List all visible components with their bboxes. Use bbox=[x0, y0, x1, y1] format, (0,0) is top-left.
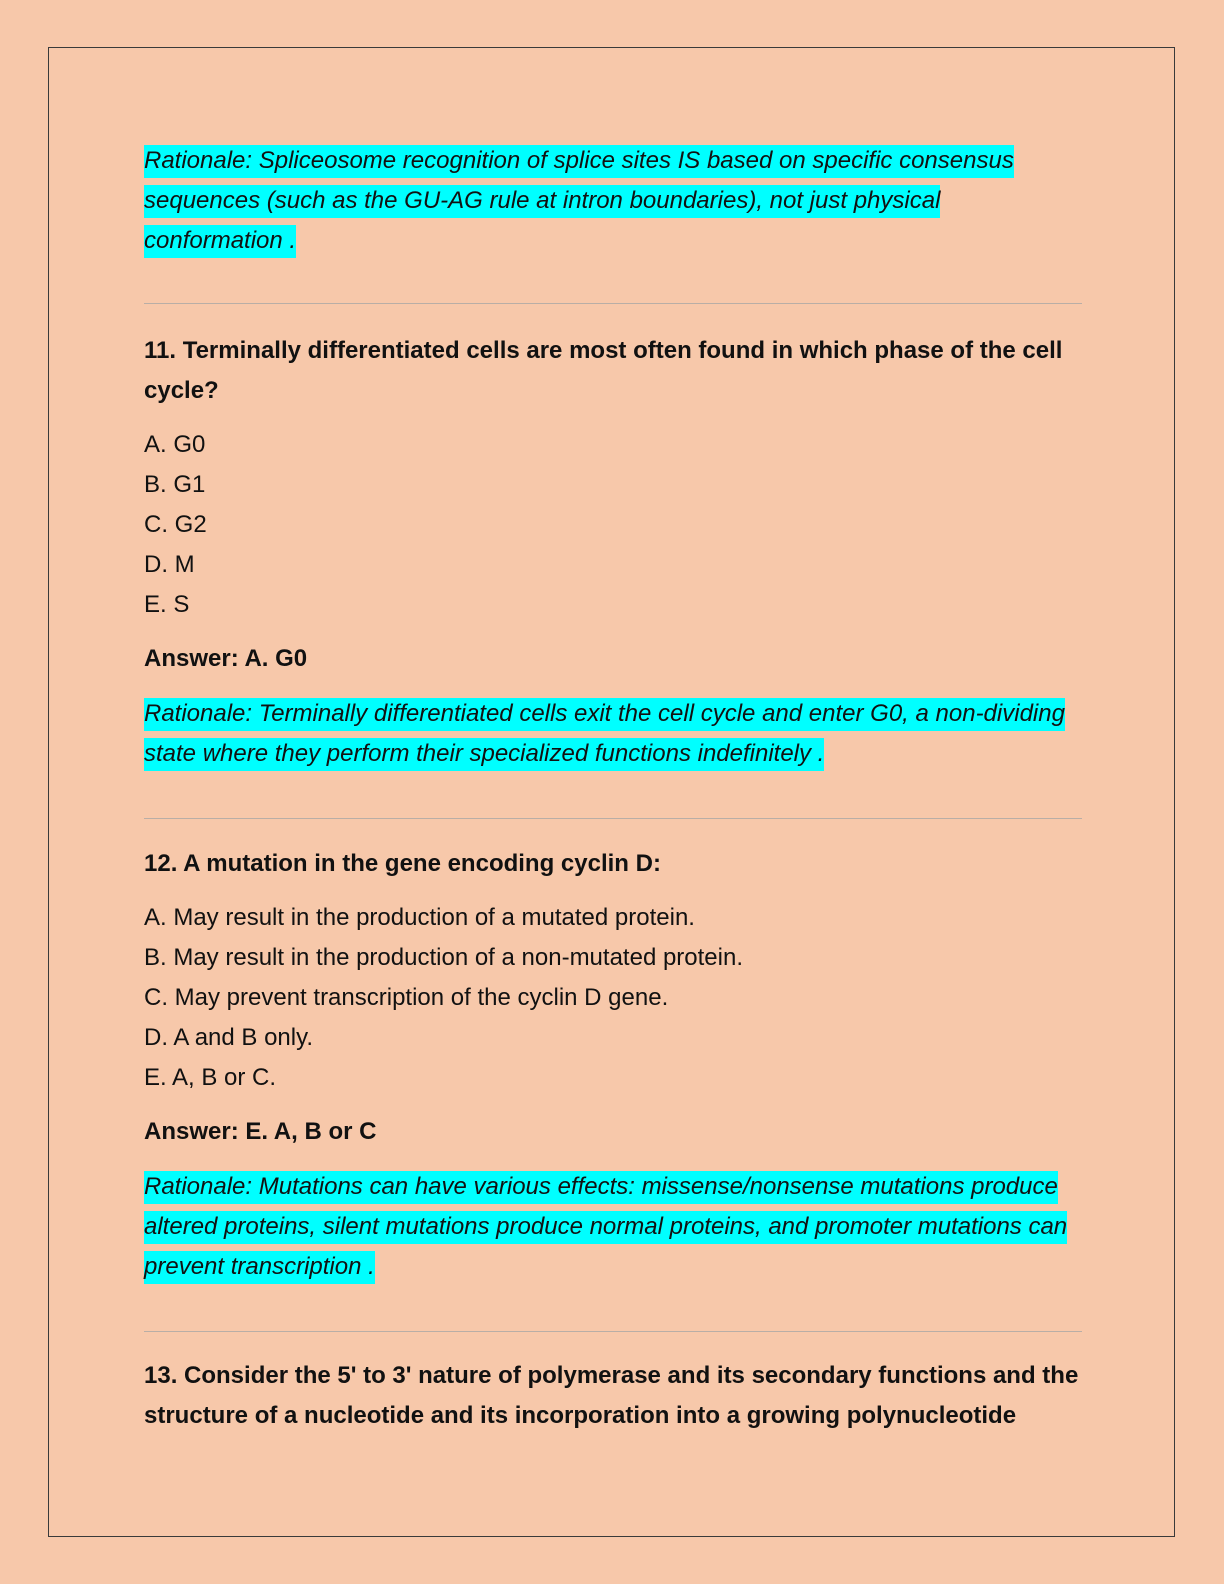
question-11: 11. Terminally differentiated cells are most often found in which phase of the cell cycle? bbox=[144, 337, 1063, 404]
option-q11-b: B. G1 bbox=[144, 471, 206, 498]
answer-q12: Answer: E. A, B or C bbox=[144, 1118, 377, 1145]
options-q12 bbox=[144, 898, 1082, 1098]
answer-q11: Answer: A. G0 bbox=[144, 645, 308, 672]
rationale-q12-text: Rationale: Mutations can have various effects: missense/nonsense mutations produce altered proteins, silent mutations produce normal proteins, and promoter mutations can prevent transcription . bbox=[144, 1171, 1067, 1284]
option-q11-a: A. G0 bbox=[144, 431, 206, 458]
rationale-q11-text: Rationale: Terminally differentiated cells exit the cell cycle and enter G0, a non-dividing state where they perform their specialized functions indefinitely . bbox=[144, 698, 1065, 771]
document-content bbox=[144, 141, 1082, 1436]
option-q12-d: D. A and B only. bbox=[144, 1024, 313, 1051]
option-q12-a: A. May result in the production of a mutated protein. bbox=[144, 904, 695, 931]
rationale-q10-text: Rationale: Spliceosome recognition of splice sites IS based on specific consensus sequences (such as the GU-AG rule at intron boundaries), not just physical conformation . bbox=[144, 145, 1014, 258]
option-q11-d: D. M bbox=[144, 551, 195, 578]
option-q12-c: C. May prevent transcription of the cyclin D gene. bbox=[144, 984, 669, 1011]
rationale-q12 bbox=[144, 1167, 1082, 1287]
option-q11-c: C. G2 bbox=[144, 511, 207, 538]
question-13: 13. Consider the 5' to 3' nature of polymerase and its secondary functions and the structure of a nucleotide and its incorporation into a growing polynucleotide bbox=[144, 1362, 1079, 1429]
option-q12-e: E. A, B or C. bbox=[144, 1064, 277, 1091]
rationale-q10 bbox=[144, 141, 1082, 261]
rationale-q11 bbox=[144, 694, 1082, 774]
option-q12-b: B. May result in the production of a non-mutated protein. bbox=[144, 944, 744, 971]
option-q11-e: E. S bbox=[144, 591, 190, 618]
question-12: 12. A mutation in the gene encoding cyclin D: bbox=[144, 850, 661, 877]
options-q11 bbox=[144, 425, 1082, 625]
